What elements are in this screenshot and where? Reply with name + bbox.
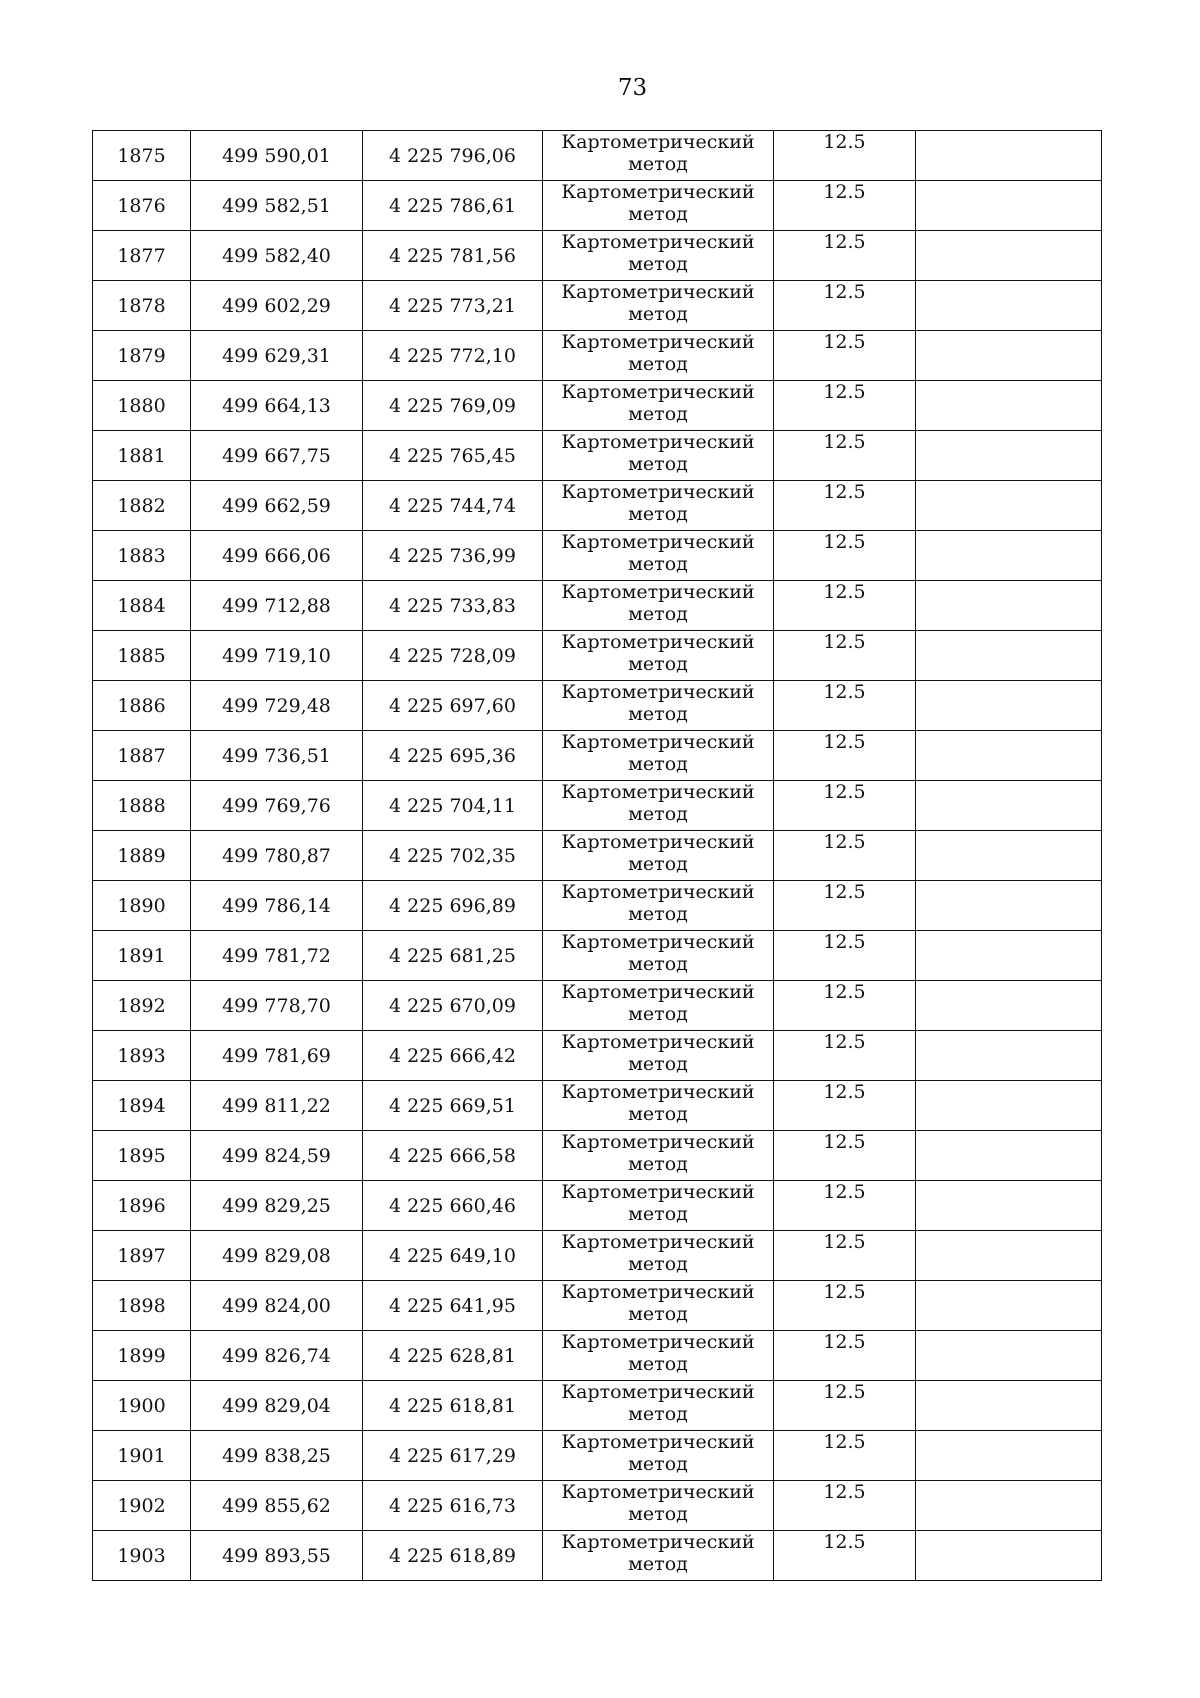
table-row: [93, 331, 1102, 381]
y-coordinate-cell: 4 225 697,60: [363, 681, 543, 731]
method-line-2: метод: [628, 153, 688, 175]
accuracy-cell: 12.5: [774, 1131, 916, 1181]
note-cell: [916, 881, 1102, 931]
table-row: [93, 231, 1102, 281]
y-coordinate-cell: 4 225 670,09: [363, 981, 543, 1031]
accuracy-cell: 12.5: [774, 481, 916, 531]
method-line-2: метод: [628, 203, 688, 225]
method-line-2: метод: [628, 253, 688, 275]
x-coordinate-cell: 499 582,40: [191, 231, 363, 281]
method-line-1: Картометрический: [561, 1081, 755, 1103]
x-coordinate-cell: 499 719,10: [191, 631, 363, 681]
x-coordinate-cell: 499 769,76: [191, 781, 363, 831]
method-line-1: Картометрический: [561, 281, 755, 303]
accuracy-cell: 12.5: [774, 431, 916, 481]
method-cell: [543, 631, 774, 681]
accuracy-cell: 12.5: [774, 1431, 916, 1481]
x-coordinate-cell: 499 811,22: [191, 1081, 363, 1131]
y-coordinate-cell: 4 225 796,06: [363, 131, 543, 181]
x-coordinate-cell: 499 780,87: [191, 831, 363, 881]
x-coordinate-cell: 499 629,31: [191, 331, 363, 381]
method-cell: [543, 181, 774, 231]
method-cell: [543, 331, 774, 381]
x-coordinate-cell: 499 829,25: [191, 1181, 363, 1231]
method-cell: [543, 131, 774, 181]
point-number-cell: 1889: [93, 831, 191, 881]
method-line-2: метод: [628, 1503, 688, 1525]
accuracy-cell: 12.5: [774, 631, 916, 681]
x-coordinate-cell: 499 664,13: [191, 381, 363, 431]
method-cell: [543, 931, 774, 981]
point-number-cell: 1883: [93, 531, 191, 581]
point-number-cell: 1895: [93, 1131, 191, 1181]
point-number-cell: 1902: [93, 1481, 191, 1531]
table-row: [93, 1081, 1102, 1131]
x-coordinate-cell: 499 786,14: [191, 881, 363, 931]
point-number-cell: 1882: [93, 481, 191, 531]
point-number-cell: 1878: [93, 281, 191, 331]
coordinates-table-body: [93, 131, 1102, 1581]
x-coordinate-cell: 499 590,01: [191, 131, 363, 181]
accuracy-cell: 12.5: [774, 931, 916, 981]
y-coordinate-cell: 4 225 696,89: [363, 881, 543, 931]
y-coordinate-cell: 4 225 781,56: [363, 231, 543, 281]
method-line-2: метод: [628, 703, 688, 725]
point-number-cell: 1877: [93, 231, 191, 281]
table-row: [93, 381, 1102, 431]
y-coordinate-cell: 4 225 695,36: [363, 731, 543, 781]
table-row: [93, 1131, 1102, 1181]
table-row: [93, 1531, 1102, 1581]
point-number-cell: 1898: [93, 1281, 191, 1331]
note-cell: [916, 1181, 1102, 1231]
point-number-cell: 1875: [93, 131, 191, 181]
method-line-1: Картометрический: [561, 981, 755, 1003]
accuracy-cell: 12.5: [774, 831, 916, 881]
note-cell: [916, 781, 1102, 831]
method-line-1: Картометрический: [561, 1231, 755, 1253]
table-row: [93, 831, 1102, 881]
accuracy-cell: 12.5: [774, 1231, 916, 1281]
x-coordinate-cell: 499 666,06: [191, 531, 363, 581]
method-line-2: метод: [628, 303, 688, 325]
page-number: 73: [617, 75, 648, 101]
y-coordinate-cell: 4 225 786,61: [363, 181, 543, 231]
y-coordinate-cell: 4 225 618,81: [363, 1381, 543, 1431]
method-line-1: Картометрический: [561, 1431, 755, 1453]
method-line-2: метод: [628, 753, 688, 775]
method-line-1: Картометрический: [561, 1381, 755, 1403]
point-number-cell: 1891: [93, 931, 191, 981]
table-row: [93, 281, 1102, 331]
x-coordinate-cell: 499 781,69: [191, 1031, 363, 1081]
accuracy-cell: 12.5: [774, 131, 916, 181]
y-coordinate-cell: 4 225 681,25: [363, 931, 543, 981]
table-row: [93, 781, 1102, 831]
y-coordinate-cell: 4 225 702,35: [363, 831, 543, 881]
x-coordinate-cell: 499 729,48: [191, 681, 363, 731]
y-coordinate-cell: 4 225 616,73: [363, 1481, 543, 1531]
y-coordinate-cell: 4 225 728,09: [363, 631, 543, 681]
method-line-2: метод: [628, 1553, 688, 1575]
point-number-cell: 1900: [93, 1381, 191, 1431]
table-row: [93, 1231, 1102, 1281]
note-cell: [916, 1081, 1102, 1131]
accuracy-cell: 12.5: [774, 331, 916, 381]
method-cell: [543, 1481, 774, 1531]
y-coordinate-cell: 4 225 765,45: [363, 431, 543, 481]
point-number-cell: 1903: [93, 1531, 191, 1581]
method-line-2: метод: [628, 1103, 688, 1125]
note-cell: [916, 581, 1102, 631]
x-coordinate-cell: 499 855,62: [191, 1481, 363, 1531]
method-line-2: метод: [628, 803, 688, 825]
accuracy-cell: 12.5: [774, 1281, 916, 1331]
point-number-cell: 1893: [93, 1031, 191, 1081]
x-coordinate-cell: 499 662,59: [191, 481, 363, 531]
method-line-1: Картометрический: [561, 631, 755, 653]
method-line-2: метод: [628, 1003, 688, 1025]
method-line-2: метод: [628, 1403, 688, 1425]
accuracy-cell: 12.5: [774, 1031, 916, 1081]
method-line-1: Картометрический: [561, 1481, 755, 1503]
table-row: [93, 631, 1102, 681]
x-coordinate-cell: 499 824,00: [191, 1281, 363, 1331]
method-line-1: Картометрический: [561, 781, 755, 803]
method-line-1: Картометрический: [561, 1331, 755, 1353]
accuracy-cell: 12.5: [774, 381, 916, 431]
method-line-2: метод: [628, 453, 688, 475]
point-number-cell: 1884: [93, 581, 191, 631]
point-number-cell: 1890: [93, 881, 191, 931]
method-line-1: Картометрический: [561, 381, 755, 403]
point-number-cell: 1892: [93, 981, 191, 1031]
method-line-1: Картометрический: [561, 1181, 755, 1203]
table-row: [93, 481, 1102, 531]
note-cell: [916, 481, 1102, 531]
note-cell: [916, 381, 1102, 431]
method-line-2: метод: [628, 553, 688, 575]
x-coordinate-cell: 499 712,88: [191, 581, 363, 631]
method-line-2: метод: [628, 1053, 688, 1075]
method-cell: [543, 381, 774, 431]
x-coordinate-cell: 499 602,29: [191, 281, 363, 331]
y-coordinate-cell: 4 225 666,58: [363, 1131, 543, 1181]
point-number-cell: 1899: [93, 1331, 191, 1381]
note-cell: [916, 681, 1102, 731]
point-number-cell: 1888: [93, 781, 191, 831]
y-coordinate-cell: 4 225 649,10: [363, 1231, 543, 1281]
note-cell: [916, 1531, 1102, 1581]
method-cell: [543, 1281, 774, 1331]
method-line-2: метод: [628, 1453, 688, 1475]
x-coordinate-cell: 499 781,72: [191, 931, 363, 981]
note-cell: [916, 1481, 1102, 1531]
accuracy-cell: 12.5: [774, 681, 916, 731]
note-cell: [916, 531, 1102, 581]
method-cell: [543, 831, 774, 881]
accuracy-cell: 12.5: [774, 1081, 916, 1131]
accuracy-cell: 12.5: [774, 1381, 916, 1431]
point-number-cell: 1901: [93, 1431, 191, 1481]
y-coordinate-cell: 4 225 772,10: [363, 331, 543, 381]
method-line-1: Картометрический: [561, 1131, 755, 1153]
y-coordinate-cell: 4 225 733,83: [363, 581, 543, 631]
y-coordinate-cell: 4 225 666,42: [363, 1031, 543, 1081]
table-row: [93, 1431, 1102, 1481]
x-coordinate-cell: 499 838,25: [191, 1431, 363, 1481]
x-coordinate-cell: 499 582,51: [191, 181, 363, 231]
method-line-2: метод: [628, 353, 688, 375]
accuracy-cell: 12.5: [774, 281, 916, 331]
method-line-2: метод: [628, 903, 688, 925]
method-cell: [543, 981, 774, 1031]
method-line-1: Картометрический: [561, 531, 755, 553]
method-cell: [543, 1081, 774, 1131]
method-cell: [543, 231, 774, 281]
method-line-2: метод: [628, 1353, 688, 1375]
accuracy-cell: 12.5: [774, 881, 916, 931]
note-cell: [916, 1131, 1102, 1181]
point-number-cell: 1880: [93, 381, 191, 431]
point-number-cell: 1896: [93, 1181, 191, 1231]
method-line-2: метод: [628, 603, 688, 625]
method-cell: [543, 1181, 774, 1231]
point-number-cell: 1887: [93, 731, 191, 781]
note-cell: [916, 281, 1102, 331]
point-number-cell: 1894: [93, 1081, 191, 1131]
x-coordinate-cell: 499 829,08: [191, 1231, 363, 1281]
point-number-cell: 1885: [93, 631, 191, 681]
method-cell: [543, 581, 774, 631]
method-cell: [543, 881, 774, 931]
note-cell: [916, 331, 1102, 381]
y-coordinate-cell: 4 225 744,74: [363, 481, 543, 531]
method-line-1: Картометрический: [561, 481, 755, 503]
method-line-1: Картометрический: [561, 331, 755, 353]
point-number-cell: 1886: [93, 681, 191, 731]
note-cell: [916, 931, 1102, 981]
table-row: [93, 1281, 1102, 1331]
method-line-1: Картометрический: [561, 831, 755, 853]
point-number-cell: 1881: [93, 431, 191, 481]
table-row: [93, 981, 1102, 1031]
point-number-cell: 1876: [93, 181, 191, 231]
x-coordinate-cell: 499 893,55: [191, 1531, 363, 1581]
accuracy-cell: 12.5: [774, 981, 916, 1031]
method-cell: [543, 481, 774, 531]
y-coordinate-cell: 4 225 641,95: [363, 1281, 543, 1331]
method-line-1: Картометрический: [561, 731, 755, 753]
note-cell: [916, 1231, 1102, 1281]
method-line-1: Картометрический: [561, 131, 755, 153]
note-cell: [916, 431, 1102, 481]
method-line-2: метод: [628, 403, 688, 425]
x-coordinate-cell: 499 824,59: [191, 1131, 363, 1181]
note-cell: [916, 1281, 1102, 1331]
method-line-1: Картометрический: [561, 1281, 755, 1303]
method-cell: [543, 1231, 774, 1281]
x-coordinate-cell: 499 736,51: [191, 731, 363, 781]
note-cell: [916, 731, 1102, 781]
method-cell: [543, 281, 774, 331]
table-row: [93, 881, 1102, 931]
method-cell: [543, 531, 774, 581]
note-cell: [916, 231, 1102, 281]
y-coordinate-cell: 4 225 704,11: [363, 781, 543, 831]
note-cell: [916, 631, 1102, 681]
note-cell: [916, 831, 1102, 881]
method-cell: [543, 1131, 774, 1181]
method-line-2: метод: [628, 1203, 688, 1225]
x-coordinate-cell: 499 826,74: [191, 1331, 363, 1381]
note-cell: [916, 981, 1102, 1031]
note-cell: [916, 1431, 1102, 1481]
y-coordinate-cell: 4 225 736,99: [363, 531, 543, 581]
accuracy-cell: 12.5: [774, 231, 916, 281]
x-coordinate-cell: 499 667,75: [191, 431, 363, 481]
accuracy-cell: 12.5: [774, 1531, 916, 1581]
method-cell: [543, 1031, 774, 1081]
note-cell: [916, 1331, 1102, 1381]
method-cell: [543, 1531, 774, 1581]
method-line-2: метод: [628, 1153, 688, 1175]
table-row: [93, 531, 1102, 581]
table-row: [93, 681, 1102, 731]
y-coordinate-cell: 4 225 769,09: [363, 381, 543, 431]
accuracy-cell: 12.5: [774, 1481, 916, 1531]
method-line-2: метод: [628, 1253, 688, 1275]
accuracy-cell: 12.5: [774, 581, 916, 631]
method-line-1: Картометрический: [561, 681, 755, 703]
method-line-2: метод: [628, 853, 688, 875]
method-cell: [543, 781, 774, 831]
table-row: [93, 431, 1102, 481]
x-coordinate-cell: 499 778,70: [191, 981, 363, 1031]
method-cell: [543, 1331, 774, 1381]
method-line-2: метод: [628, 503, 688, 525]
table-row: [93, 1181, 1102, 1231]
method-line-2: метод: [628, 653, 688, 675]
table-row: [93, 1381, 1102, 1431]
note-cell: [916, 1031, 1102, 1081]
point-number-cell: 1879: [93, 331, 191, 381]
note-cell: [916, 1381, 1102, 1431]
method-line-1: Картометрический: [561, 181, 755, 203]
table-row: [93, 131, 1102, 181]
method-cell: [543, 731, 774, 781]
method-cell: [543, 681, 774, 731]
y-coordinate-cell: 4 225 618,89: [363, 1531, 543, 1581]
method-cell: [543, 1381, 774, 1431]
accuracy-cell: 12.5: [774, 781, 916, 831]
method-line-1: Картометрический: [561, 931, 755, 953]
table-row: [93, 1031, 1102, 1081]
accuracy-cell: 12.5: [774, 1181, 916, 1231]
method-line-1: Картометрический: [561, 231, 755, 253]
accuracy-cell: 12.5: [774, 1331, 916, 1381]
y-coordinate-cell: 4 225 628,81: [363, 1331, 543, 1381]
y-coordinate-cell: 4 225 773,21: [363, 281, 543, 331]
method-line-1: Картометрический: [561, 581, 755, 603]
method-cell: [543, 1431, 774, 1481]
y-coordinate-cell: 4 225 660,46: [363, 1181, 543, 1231]
method-line-1: Картометрический: [561, 1531, 755, 1553]
method-line-1: Картометрический: [561, 1031, 755, 1053]
accuracy-cell: 12.5: [774, 181, 916, 231]
note-cell: [916, 131, 1102, 181]
method-line-2: метод: [628, 1303, 688, 1325]
table-row: [93, 181, 1102, 231]
point-number-cell: 1897: [93, 1231, 191, 1281]
x-coordinate-cell: 499 829,04: [191, 1381, 363, 1431]
table-row: [93, 931, 1102, 981]
method-line-2: метод: [628, 953, 688, 975]
table-row: [93, 1481, 1102, 1531]
note-cell: [916, 181, 1102, 231]
method-cell: [543, 431, 774, 481]
accuracy-cell: 12.5: [774, 531, 916, 581]
y-coordinate-cell: 4 225 669,51: [363, 1081, 543, 1131]
y-coordinate-cell: 4 225 617,29: [363, 1431, 543, 1481]
table-row: [93, 731, 1102, 781]
method-line-1: Картометрический: [561, 431, 755, 453]
coordinates-table: [92, 130, 1102, 1581]
table-row: [93, 1331, 1102, 1381]
table-row: [93, 581, 1102, 631]
method-line-1: Картометрический: [561, 881, 755, 903]
accuracy-cell: 12.5: [774, 731, 916, 781]
